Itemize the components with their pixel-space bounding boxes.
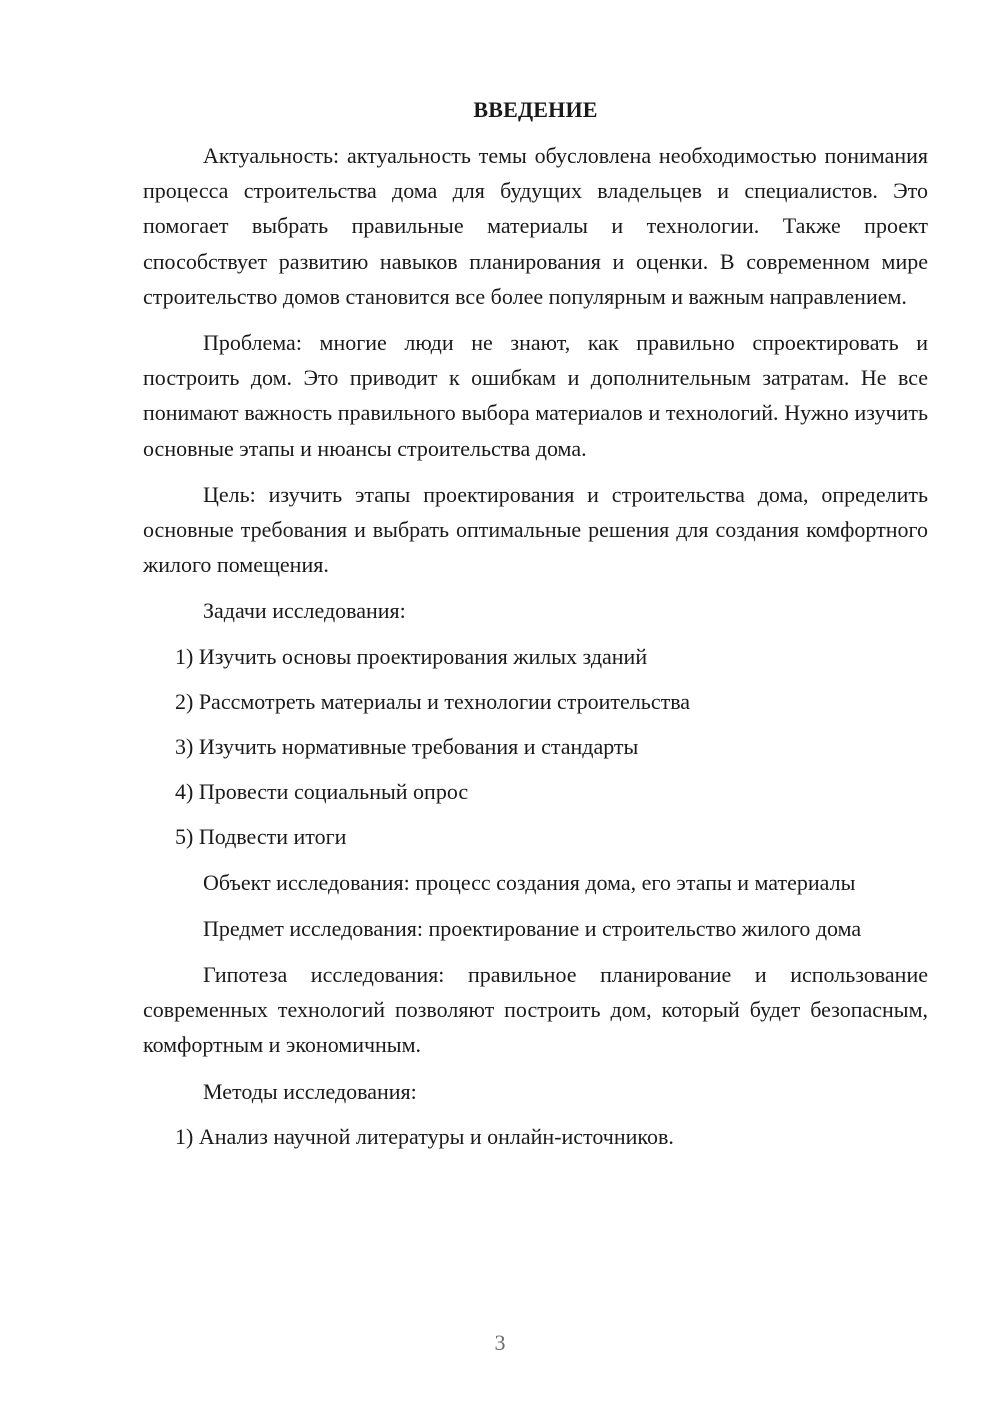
- paragraph-relevance: Актуальность: актуальность темы обусловлена необходимостью понимания процесса строительства дома для будущих владельцев и специалистов. Это помогает выбрать правильные материалы и технологии. Также проект способствует развитию навыков планирования и оценки. В современном мире строительство домов становится все более популярным и важным направлением.: [143, 143, 928, 309]
- paragraph-object: Объект исследования: процесс создания дома, его этапы и материалы: [203, 869, 856, 895]
- page-number: 3: [494, 1330, 506, 1355]
- tasks-list: [143, 639, 928, 854]
- section-title: ВВЕДЕНИЕ: [473, 97, 598, 122]
- list-item: 1) Анализ научной литературы и онлайн-источников.: [175, 1123, 674, 1149]
- tasks-heading: Задачи исследования:: [203, 598, 406, 624]
- list-item: 4) Провести социальный опрос: [175, 778, 469, 804]
- list-item: 2) Рассмотреть материалы и технологии строительства: [175, 688, 691, 714]
- paragraph-goal: Цель: изучить этапы проектирования и строительства дома, определить основные требования и выбрать оптимальные решения для создания комфортного жилого помещения.: [143, 481, 928, 578]
- list-item: 3) Изучить нормативные требования и стандарты: [175, 733, 639, 759]
- methods-list: [143, 1119, 928, 1154]
- methods-heading: Методы исследования:: [203, 1078, 417, 1104]
- document-page: [143, 92, 928, 1165]
- paragraph-subject: Предмет исследования: проектирование и строительство жилого дома: [203, 915, 862, 941]
- paragraph-problem: Проблема: многие люди не знают, как правильно спроектировать и построить дом. Это приводит к ошибкам и дополнительным затратам. Не все понимают важность правильного выбора материалов и технологий. Нужно изучить основные этапы и нюансы строительства дома.: [143, 330, 928, 461]
- list-item: 1) Изучить основы проектирования жилых зданий: [175, 643, 648, 669]
- paragraph-hypothesis: Гипотеза исследования: правильное планирование и использование современных технологий позволяют построить дом, который будет безопасным, комфортным и экономичным.: [143, 962, 928, 1058]
- list-item: 5) Подвести итоги: [175, 823, 347, 849]
